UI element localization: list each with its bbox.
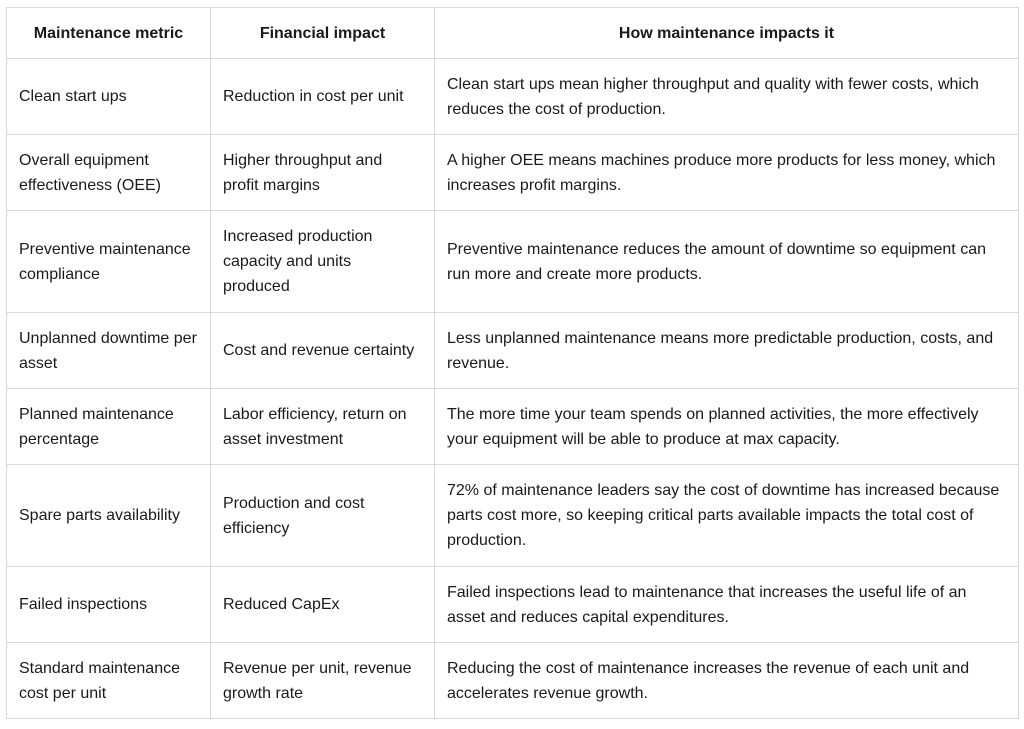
how-cell: Clean start ups mean higher throughput and quality with fewer costs, which reduces the cost of production. <box>435 59 1019 135</box>
table-row <box>7 211 1019 313</box>
impact-cell: Revenue per unit, revenue growth rate <box>211 643 435 719</box>
metric-cell: Failed inspections <box>7 567 211 643</box>
how-cell: Preventive maintenance reduces the amount of downtime so equipment can run more and create more products. <box>435 211 1019 313</box>
maintenance-metrics-table-container <box>6 7 1018 719</box>
header-maintenance-metric: Maintenance metric <box>7 8 211 59</box>
impact-cell: Increased production capacity and units produced <box>211 211 435 313</box>
table-row <box>7 135 1019 211</box>
table-row <box>7 465 1019 567</box>
header-financial-impact: Financial impact <box>211 8 435 59</box>
impact-cell: Reduction in cost per unit <box>211 59 435 135</box>
metric-cell: Overall equipment effectiveness (OEE) <box>7 135 211 211</box>
metric-cell: Preventive maintenance compliance <box>7 211 211 313</box>
impact-cell: Production and cost efficiency <box>211 465 435 567</box>
how-cell: Failed inspections lead to maintenance that increases the useful life of an asset and reduces capital expenditures. <box>435 567 1019 643</box>
metric-cell: Planned maintenance percentage <box>7 389 211 465</box>
how-cell: Less unplanned maintenance means more predictable production, costs, and revenue. <box>435 313 1019 389</box>
maintenance-metrics-table <box>6 7 1019 719</box>
how-cell: Reducing the cost of maintenance increases the revenue of each unit and accelerates revenue growth. <box>435 643 1019 719</box>
how-cell: The more time your team spends on planned activities, the more effectively your equipment will be able to produce at max capacity. <box>435 389 1019 465</box>
header-how-maintenance-impacts: How maintenance impacts it <box>435 8 1019 59</box>
impact-cell: Cost and revenue certainty <box>211 313 435 389</box>
table-row <box>7 389 1019 465</box>
impact-cell: Labor efficiency, return on asset investment <box>211 389 435 465</box>
impact-cell: Reduced CapEx <box>211 567 435 643</box>
metric-cell: Spare parts availability <box>7 465 211 567</box>
how-cell: 72% of maintenance leaders say the cost of downtime has increased because parts cost more, so keeping critical parts available impacts the total cost of production. <box>435 465 1019 567</box>
metric-cell: Standard maintenance cost per unit <box>7 643 211 719</box>
impact-cell: Higher throughput and profit margins <box>211 135 435 211</box>
table-row <box>7 643 1019 719</box>
metric-cell: Clean start ups <box>7 59 211 135</box>
table-header-row <box>7 8 1019 59</box>
metric-cell: Unplanned downtime per asset <box>7 313 211 389</box>
table-row <box>7 59 1019 135</box>
table-row <box>7 313 1019 389</box>
how-cell: A higher OEE means machines produce more products for less money, which increases profit margins. <box>435 135 1019 211</box>
table-row <box>7 567 1019 643</box>
